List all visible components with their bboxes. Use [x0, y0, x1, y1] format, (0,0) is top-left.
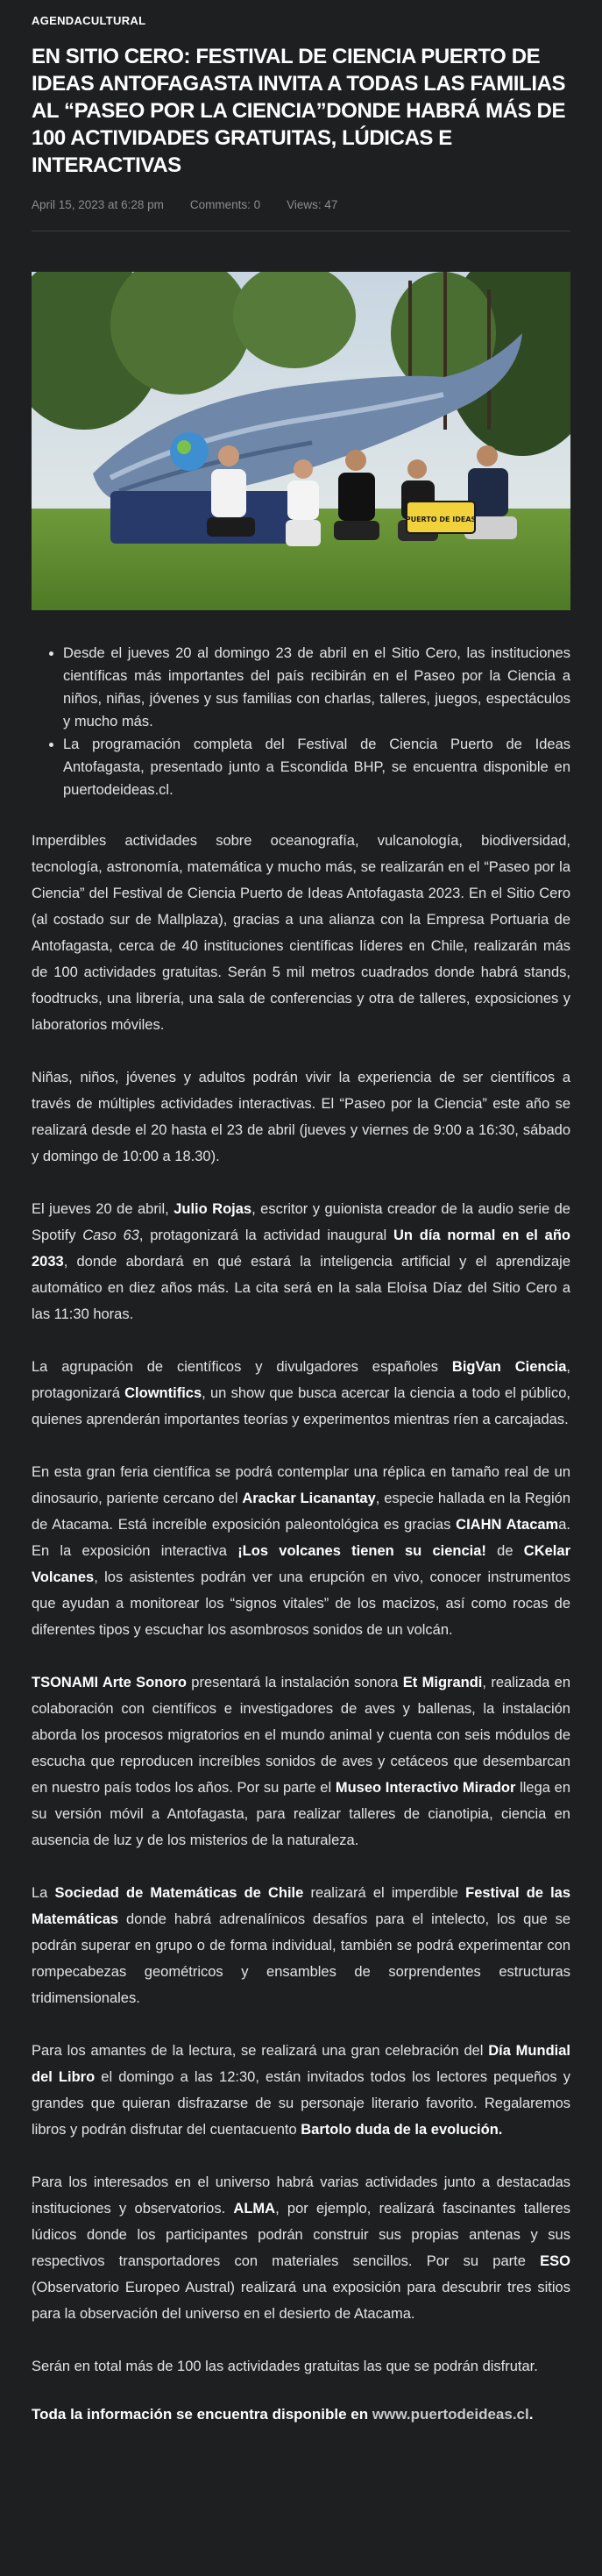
text-run: Para los interesados en el universo habrá varias actividades junto a destacadas instituciones y observatorios. [32, 2174, 570, 2217]
text-run: El jueves 20 de abril, [32, 1201, 174, 1217]
text-run: , especie hallada en la Región de Atacama. Está increíble exposición paleontológica es gracias [32, 1491, 571, 1533]
footer-period: . [528, 2406, 534, 2423]
comments-count[interactable]: Comments: 0 [189, 198, 261, 211]
text-run: a. En la exposición interactiva [32, 1517, 570, 1559]
paragraph-libro [32, 2038, 570, 2143]
bold-text: Un día normal en el año 2033 [32, 1228, 570, 1270]
italic-text: Caso 63 [82, 1228, 139, 1243]
bold-text: Festival de las Matemáticas [32, 1885, 571, 1927]
text-run: , los asistentes podrán ver una erupción en vivo, conocer instrumentos que ayudan a monitorear los “signos vitales” de los macizos, así como rocas de diferentes tipos y escuchar los asombrosos sonidos de un volcán. [32, 1569, 570, 1638]
hero-sign-text: PUERTO DE IDEAS [405, 516, 477, 523]
text-run: de [485, 1543, 524, 1559]
views-count: Views: 47 [287, 198, 338, 211]
bold-text: Arackar Licanantay [242, 1491, 376, 1506]
bold-text: ESO [540, 2253, 570, 2269]
bold-text: ¡Los volcanes tienen su ciencia! [237, 1543, 486, 1559]
publish-date: April 15, 2023 at 6:28 pm [32, 198, 164, 211]
bullet-item: • Desde el jueves 20 al domingo 23 de abril en el Sitio Cero, las instituciones científicas más importantes del país recibirán en el Paseo por la Ciencia a niños, niñas, jóvenes y sus familias con charlas, talleres, juegos, espectáculos y mucho más. [63, 642, 570, 733]
footer-info [32, 2406, 570, 2423]
paragraph-julio-rojas [32, 1196, 570, 1327]
paragraph-bigvan [32, 1354, 570, 1433]
article-title: EN SITIO CERO: FESTIVAL DE CIENCIA PUERTO DE IDEAS ANTOFAGASTA INVITA A TODAS LAS FAMILIAS AL “PASEO POR LA CIENCIA”DONDE HABRÁ MÁS DE 100 ACTIVIDADES GRATUITAS, LÚDICAS E INTERACTIVAS [32, 45, 566, 177]
footer-text: Toda la información se encuentra disponible en [32, 2406, 372, 2423]
bold-text: Sociedad de Matemáticas de Chile [54, 1885, 304, 1901]
text-run: , un show que busca acercar la ciencia a todo el público, quienes aprenderán importantes teorías y experimentos mientras ríen a carcajadas. [32, 1385, 570, 1427]
article-meta [32, 198, 570, 211]
bold-text: Julio Rojas [174, 1201, 252, 1217]
hero-image [32, 272, 570, 610]
paragraph-tsonami [32, 1669, 570, 1854]
paragraph-schedule: Niñas, niños, jóvenes y adultos podrán vivir la experiencia de ser científicos a través de múltiples actividades interactivas. El “Paseo por la Ciencia” este año se realizará desde el 20 hasta el 23 de abril (jueves y viernes de 9:00 a 16:30, sábado y domingo de 10:00 a 18.30). [32, 1070, 570, 1164]
bold-text: Bartolo duda de la evolución. [301, 2122, 503, 2138]
paragraph-universo [32, 2169, 570, 2327]
text-run: , protagonizará [32, 1359, 570, 1401]
bold-text: CIAHN Atacam [456, 1517, 559, 1533]
text-run: La agrupación de científicos y divulgadores españoles [32, 1359, 452, 1375]
text-run: , realizada en colaboración con científicos e investigadores de aves y ballenas, la instalación aborda los procesos migratorios en el mundo animal y cuenta con seis módulos de escucha que reproducen increíbles sonidos de aves y cetáceos que desembarcan en nuestro país todos los años. Por su parte el [32, 1675, 570, 1796]
text-run: , escritor y guionista creador de la audio serie de Spotify [32, 1201, 570, 1243]
text-run: donde habrá adrenalínicos desafíos para el intelecto, los que se podrán superar en grupo o de forma individual, también se podrá experimentar con rompecabezas geométricos y ensambles de sorprendentes estructuras tridimensionales. [32, 1911, 570, 2006]
bold-text: TSONAMI Arte Sonoro [32, 1675, 187, 1690]
text-run: , por ejemplo, realizará fascinantes talleres lúdicos donde los participantes podrán construir sus propias antenas y sus respectivos transportadores con materiales sencillos. Por su parte [32, 2201, 570, 2269]
text-run: , donde abordará en qué estará la inteligencia artificial y el aprendizaje automático en diez años más. La cita será en la sala Eloísa Díaz del Sitio Cero a las 11:30 horas. [32, 1254, 570, 1322]
text-run: el domingo a las 12:30, están invitados todos los lectores pequeños y grandes que quieran disfrazarse de su personaje literario favorito. Regalaremos libros y podrán disfrutar del cuentacuento [32, 2069, 570, 2138]
text-run: Para los amantes de la lectura, se realizará una gran celebración del [32, 2043, 489, 2059]
bold-text: ALMA [233, 2201, 276, 2217]
bold-text: Clowntifics [124, 1385, 202, 1401]
text-run: realizará el imperdible [303, 1885, 466, 1901]
text-run: llega en su versión móvil a Antofagasta, para realizar talleres de cianotipia, ciencia en ausencia de luz y de los misterios de la naturaleza. [32, 1780, 570, 1848]
text-run: En esta gran feria científica se podrá contemplar una réplica en tamaño real de un dinosaurio, pariente cercano del [32, 1464, 570, 1506]
bold-text: Museo Interactivo Mirador [335, 1780, 516, 1796]
bold-text: CKelar Volcanes [32, 1543, 570, 1585]
category-label[interactable]: AGENDACULTURAL [32, 14, 146, 27]
text-run: , protagonizará la actividad inaugural [138, 1228, 393, 1243]
bold-text: BigVan Ciencia [451, 1359, 567, 1375]
bullet-item: • La programación completa del Festival de Ciencia Puerto de Ideas Antofagasta, presentado junto a Escondida BHP, se encuentra disponible en puertodeideas.cl. [63, 733, 570, 801]
bold-text: Et Migrandi [402, 1675, 483, 1690]
paragraph-dinosaur [32, 1459, 570, 1643]
text-run: (Observatorio Europeo Austral) realizará una exposición para descubrir tres sitios para la observación del universo en el desierto de Atacama. [32, 2280, 570, 2322]
text-run: La [32, 1885, 55, 1901]
text-run: presentará la instalación sonora [186, 1675, 403, 1690]
paragraph-total: Serán en total más de 100 las actividades gratuitas las que se podrán disfrutar. [32, 2359, 538, 2374]
summary-bullets [32, 642, 570, 801]
website-link[interactable]: www.puertodeideas.cl [372, 2406, 529, 2423]
bold-text: Día Mundial del Libro [32, 2043, 570, 2085]
paragraph-intro: Imperdibles actividades sobre oceanografía, vulcanología, biodiversidad, tecnología, astronomía, matemática y mucho más, se realizarán en el “Paseo por la Ciencia” del Festival de Ciencia Puerto de Ideas Antofagasta 2023. En el Sitio Cero (al costado sur de Mallplaza), gracias a una alianza con la Empresa Portuaria de Antofagasta, cerca de 40 instituciones científicas líderes en Chile, realizarán más de 100 actividades gratuitas. Serán 5 mil metros cuadrados donde habrá stands, foodtrucks, una librería, una sala de conferencias y otra de talleres, exposiciones y laboratorios móviles. [32, 833, 570, 1033]
paragraph-matematicas [32, 1880, 570, 2011]
